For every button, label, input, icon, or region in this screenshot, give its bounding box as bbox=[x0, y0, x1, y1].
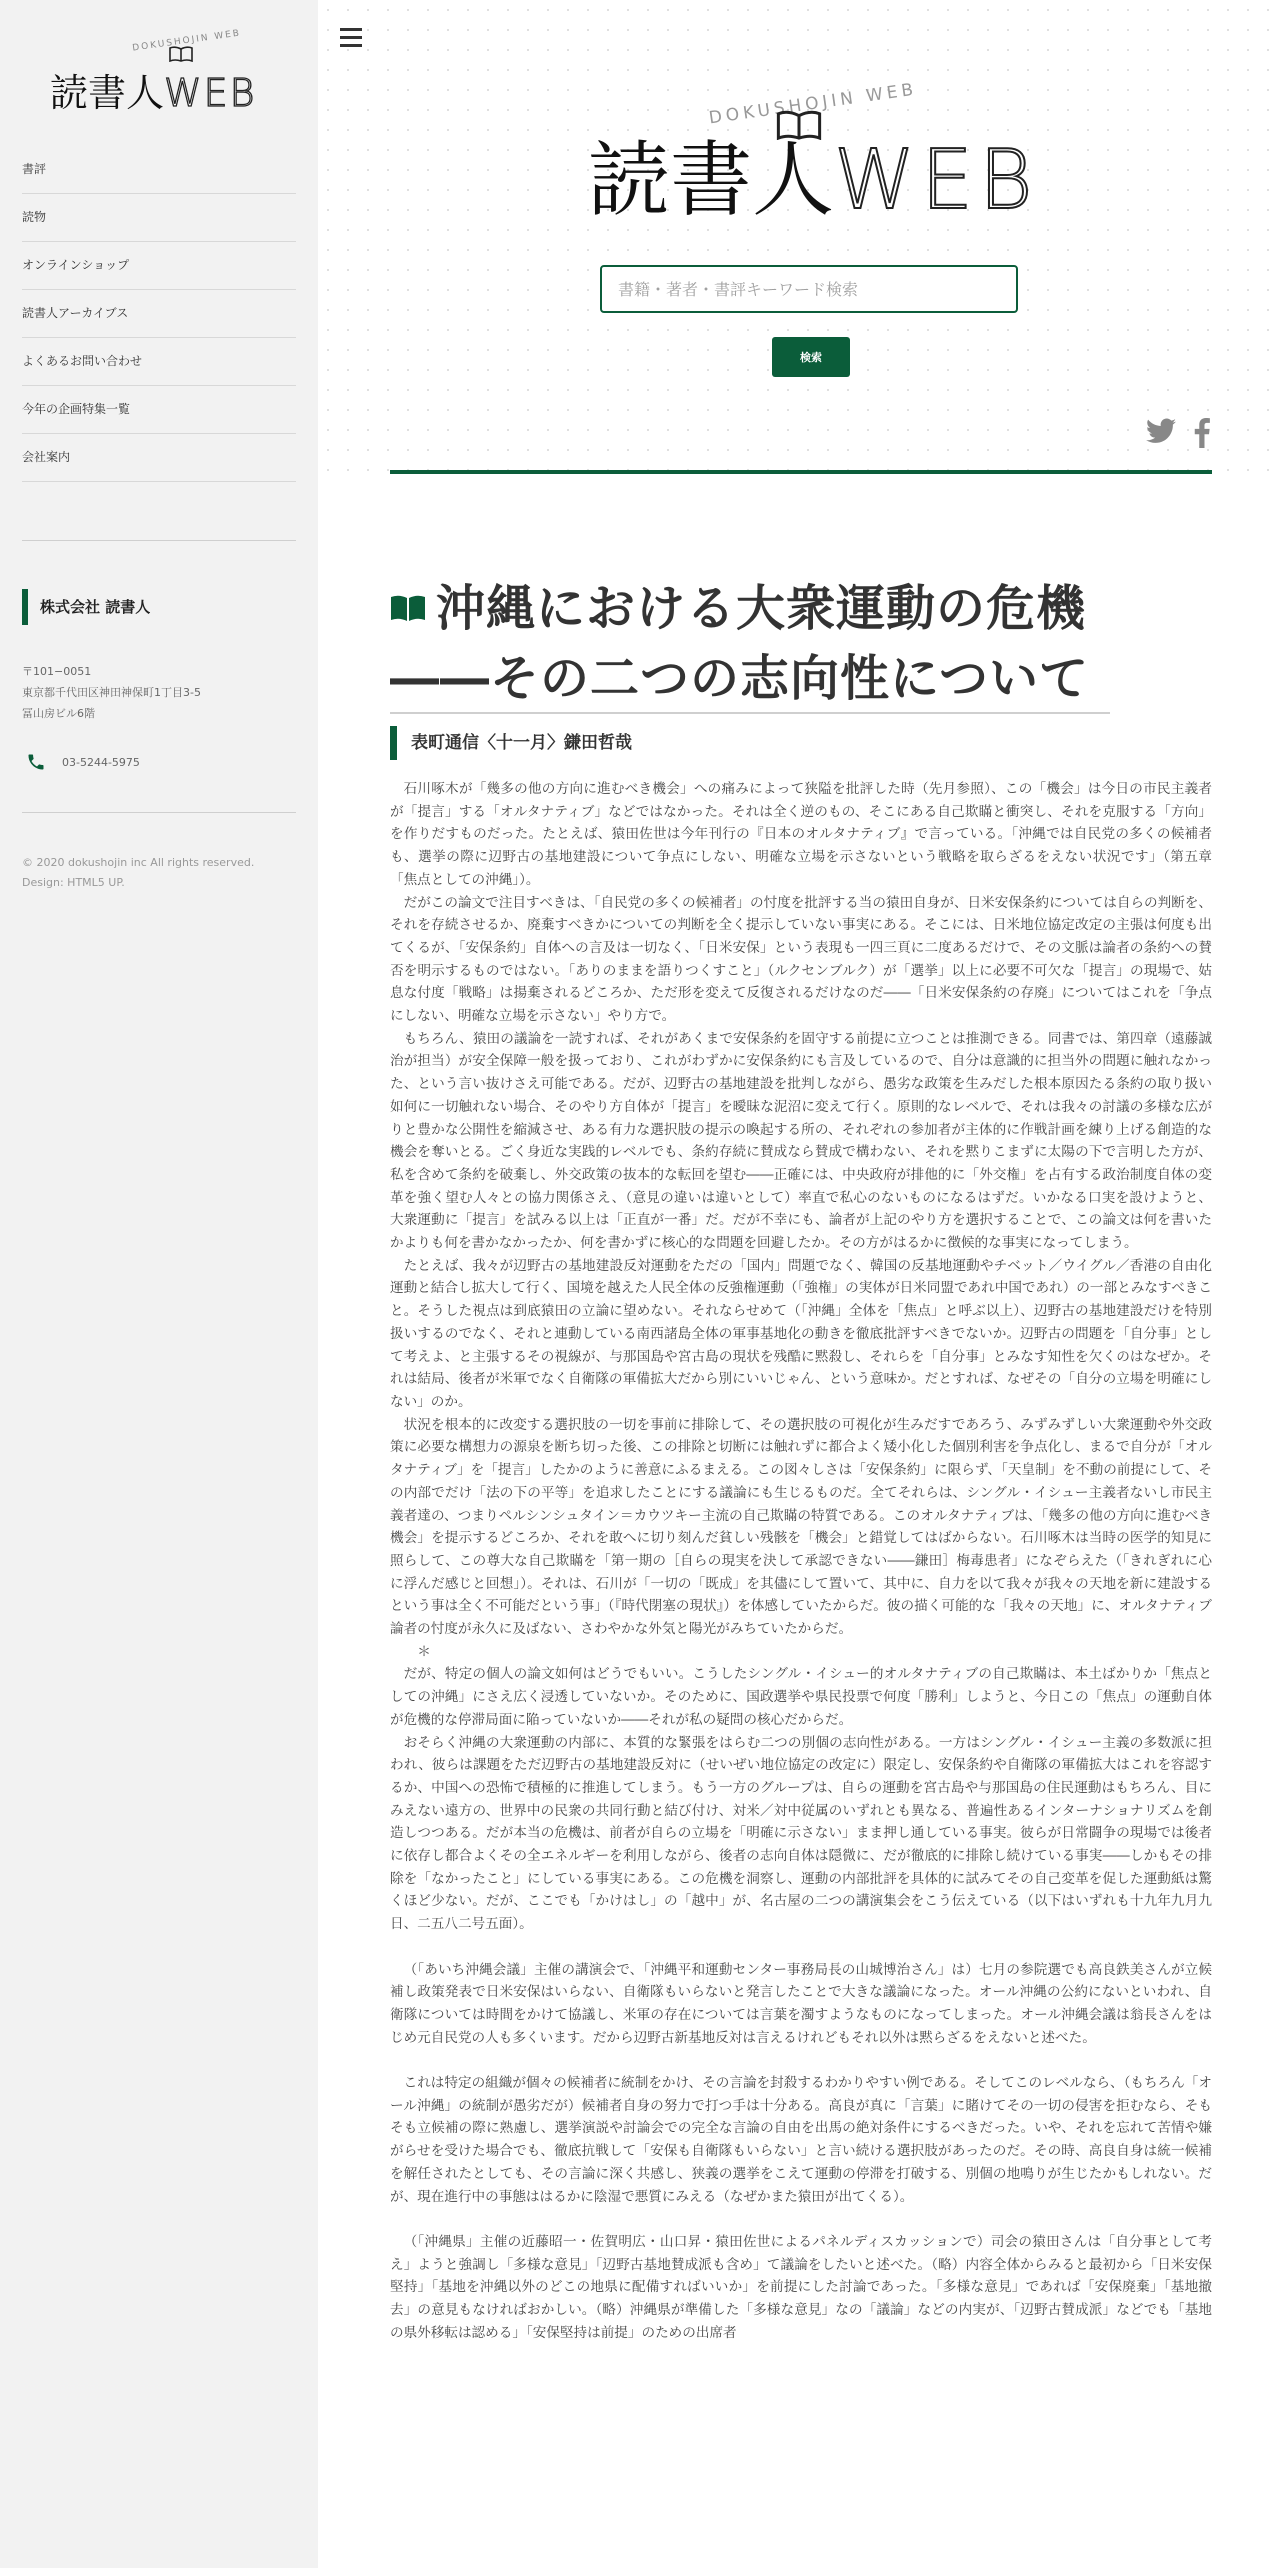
article-paragraph: だが、特定の個人の論文如何はどうでもいい。こうしたシングル・イシュー的オルタナティブの自己欺瞞は、本土ばかりか「焦点としての沖縄」にさえ広く浸透していないか。そのために、国政選挙や県民投票で何度「勝利」しようと、今日この「焦点」の運動自体が危機的な停滞局面に陥っていないか――それが私の疑問の核心だからだ。 bbox=[390, 1666, 1212, 1728]
quoted-paragraph: （「あいち沖縄会議」主催の講演会で、「沖縄平和運動センター事務局長の山城博治さん」は）七月の参院選でも高良鉄美さんが立候補し政策発表で日米安保はいらない、自衛隊もいらないと発言したことで大きな議論になった。オール沖縄の公約にないといわれ、自衛隊については時間をかけて協議し、米軍の存在については言葉を濁すようなものになってしまった。オール沖縄会議は翁長さんをはじめ元自民党の人も多くいます。だから辺野古新基地反対は言えるけれどもそれ以外は黙らざるをえないと述べた。 bbox=[390, 1961, 1212, 2046]
book-icon bbox=[169, 46, 193, 62]
sidebar-logo[interactable] bbox=[22, 0, 296, 140]
article-paragraph: これは特定の組織が個々の候補者に統制をかけ、その言論を封殺するわかりやすい例である。そしてこのレベルなら、（もちろん「オール沖縄」の統制が愚劣だが）候補者自身の努力で打つ手は十分ある。高良が真に「言葉」に賭けてその一切の侵害を拒むなら、そもそも立候補の際に熟慮し、選挙演説や討論会での完全な言論の自由を出馬の絶対条件にするべきだった。いや、それを忘れて苦情や嫌がらせを受けた場合でも、徹底抗戦して「安保も自衛隊もいらない」と言い続ける選択肢があったのだ。その時、高良自身は統一候補を解任されたとしても、その言論に深く共感し、狭義の選挙をこえて運動の停滞を打破する、別個の地鳴りが生じたかもしれない。だが、現在進行中の事態ははるかに陰湿で悪質にみえる（なぜかまた猿田が出てくる）。 bbox=[390, 2075, 1212, 2205]
search-button[interactable]: 検索 bbox=[772, 337, 850, 377]
company-address bbox=[22, 661, 296, 724]
title-text-1: 沖縄における大衆運動の危機 bbox=[436, 580, 1087, 637]
sidebar-divider bbox=[22, 540, 296, 541]
sidebar-item-readings[interactable]: 読物 bbox=[22, 194, 296, 242]
header-divider bbox=[390, 470, 1212, 474]
sidebar-logo-web: WEB bbox=[164, 71, 257, 115]
article-paragraph: 状況を根本的に改変する選択肢の一切を事前に排除して、その選択肢の可視化が生みだすであろう、みずみずしい大衆運動や外交政策に必要な構想力の源泉を断ち切った後、この排除と切断には触れずに都合よく矮小化した個別利害を争点化し、まるで自分が「オルタナティブ」を「提言」したかのように善意にふるまえる。この図々しさは「安保条約」に限らず、「天皇制」を不動の前提にして、その内部でだけ「法の下の平等」を追求したことにする議論にも生じるものだ。全てそれらは、シングル・イシュー主義者ないし市民主義者達の、つまりペルシンシュタイン＝カウツキー主流の自己欺瞞の特質である。このオルタナティブは、「幾多の他の方向に進むべき機会」を提示するどころか、それを敢へに切り刻んだ貧しい残骸を「機会」と錯覚してはばからない。石川啄木は当時の医学的知見に照らして、この尊大な自己欺瞞を「第一期の［自らの現実を決して承認できない――鎌田］梅毒患者」になぞらえた（「きれぎれに心に浮んだ感じと回想」）。それは、石川が「一切の「既成」を其儘にして置いて、其中に、自力を以て我々が我々の天地を新に建設するという事は全く不可能だという事」（『時代閉塞の現状』）を体感していたからだ。彼の描く可能的な「我々の天地」に、オルタナティブ論者の忖度が永久に及ばない、さわやかな外気と陽光がみちていたからだ。 bbox=[390, 1416, 1212, 1638]
facebook-icon[interactable] bbox=[1194, 418, 1210, 448]
twitter-icon[interactable] bbox=[1146, 418, 1176, 444]
design-credit[interactable]: Design: HTML5 UP. bbox=[22, 876, 125, 889]
sidebar-item-reviews[interactable]: 書評 bbox=[22, 146, 296, 194]
article-paragraph: 石川啄木が「幾多の他の方向に進むべき機会」への痛みによって狭隘を批評した時（先月参照）、この「機会」は今日の市民主義者が「提言」する「オルタナティブ」などではなかった。それは全く逆のもの、そこにある自己欺瞞と衝突し、それを克服する「方向」を作りだすものだった。たとえば、猿田佐世は今年刊行の『日本のオルタナティブ』で言っている。「沖縄では自民党の多くの候補者も、選挙の際に辺野古の基地建設について争点にしない、明確な立場を示さないという戦略を取らざるをえない状況です」（第五章「焦点としての沖縄」）。 bbox=[390, 781, 1212, 888]
site-logo-arc: DOKUSHOJIN WEB bbox=[707, 79, 919, 129]
site-logo-web: WEB bbox=[834, 133, 1039, 228]
sidebar-item-online-shop[interactable]: オンラインショップ bbox=[22, 242, 296, 290]
section-heading: 表町通信〈十一月〉鎌田哲哉 bbox=[390, 726, 632, 760]
sidebar-item-features[interactable]: 今年の企画特集一覧 bbox=[22, 386, 296, 434]
address-postal: 〒101−0051 bbox=[22, 665, 92, 678]
article-paragraph: たとえば、我々が辺野古の基地建設反対運動をただの「国内」問題でなく、韓国の反基地運動やチベット／ウイグル／香港の自由化運動と結合し拡大して行く、国境を越えた人民全体の反強権運動（「強権」の実体が日米同盟であれ中国であれ）の一部とみなすべきこと。そうした視点は到底猿田の立論に望めない。それならせめて（「沖縄」全体を「焦点」と呼ぶ以上）、辺野古の基地建設だけを特別扱いするのでなく、それと連動している南西諸島全体の軍事基地化の動きを徹底批評すべきでないか。辺野古の問題を「自分事」として考えよ、と主張するその視線が、与那国島や宮古島の現状を残酷に黙殺し、それらを「自分事」とみなす知性を欠くのはなぜか。それは結局、後者が米軍でなく自衛隊の軍備拡大だから別にいいじゃん、という意味か。だとすれば、なぜその「自分の立場を明確にしない」のか。 bbox=[390, 1257, 1212, 1410]
sidebar-nav bbox=[22, 146, 296, 482]
article-paragraph: もちろん、猿田の議論を一読すれば、それがあくまで安保条約を固守する前提に立つことは推測できる。同書では、第四章（遠藤誠治が担当）が安全保障一般を扱っており、これがわずかに安保条約にも言及しているので、自分は意識的に担当外の問題に触れなかった、という言い抜けさえ可能である。だが、辺野古の基地建設を批判しながら、愚劣な政策を生みだした根本原因たる条約の取り扱い如何に一切触れない場合、そのやり方自体が「提言」を曖昧な泥沼に変えて行く。原則的なレベルで、それは我々の討議の多様な広がりと豊かな公開性を縮減させ、ある有力な選択肢の提示の喚起する所の、それぞれの参加者が主体的に作戦計画を練り上げる創造的な機会を奪いとる。ごく身近な実践的レベルでも、条約存続に賛成なら賛成で構わない、それを黙りこまずに太陽の下で言明した方が、私を含めて条約を破棄し、外交政策の抜本的な転回を望む――正確には、中央政府が排他的に「外交権」を占有する政治制度自体の変革を強く望む人々との協力関係さえ、（意見の違いは違いとして）率直で私心のないものになるはずだ。いかなる口実を設けようと、大衆運動に「提言」を試みる以上は「正直が一番」だ。だが不幸にも、論者が上記のやり方を選択することで、この論文は何を書いたかよりも何を書かなかったか、何を書かずに核心的な問題を回避したか。その方がはるかに徴候的な事実になってしまう。 bbox=[390, 1030, 1212, 1252]
sidebar-divider-bottom bbox=[22, 812, 296, 813]
sidebar-item-faq[interactable]: よくあるお問い合わせ bbox=[22, 338, 296, 386]
article-body bbox=[390, 778, 1212, 2367]
site-logo-wordmark bbox=[588, 133, 1039, 228]
title-underline bbox=[390, 712, 1110, 714]
title-line-2: ――その二つの志向性について bbox=[390, 650, 1090, 707]
menu-icon[interactable] bbox=[340, 28, 362, 52]
section-break: ＊ bbox=[417, 1643, 431, 1660]
quoted-paragraph: （「沖縄県」主催の近藤昭一・佐賀明広・山口昇・猿田佐世によるパネルディスカッションで）司会の猿田さんは「自分事として考え」ようと強調し「多様な意見」「辺野古基地賛成派も含め」て議論をしたいと述べた。（略）内容全体からみると最初から「日米安保堅持」「基地を沖縄以外のどこの地県に配備すればいいか」を前提にした討論であった。「多様な意見」であれば「安保廃棄」「基地撤去」の意見もなければおかしい。（略）沖縄県が準備した「多様な意見」なの「議論」などの内実が、「辺野古賛成派」などでも「基地の県外移転は認める」「安保堅持は前提」のための出席者 bbox=[390, 2233, 1212, 2341]
phone-icon bbox=[26, 752, 46, 772]
company-phone bbox=[22, 752, 296, 772]
company-title: 株式会社 読書人 bbox=[22, 589, 296, 625]
sidebar-logo-main: 読書人 bbox=[50, 71, 165, 115]
copyright bbox=[22, 853, 296, 893]
article-paragraph: おそらく沖縄の大衆運動の内部に、本質的な緊張をはらむ二つの別個の志向性がある。一方はシングル・イシュー主義の多数派に担われ、彼らは課題をただ辺野古の基地建設反対に（せいぜい地位協定の改定に）限定し、安保条約や自衛隊の軍備拡大はこれを容認するか、中国への恐怖で積極的に推進してしまう。もう一方のグループは、自らの運動を宮古島や与那国島の住民運動はもちろん、目にみえない遠方の、世界中の民衆の共同行動と結び付け、対米／対中従属のいずれとも異なる、普遍性あるインターナショナリズムを創造しつつある。だが本当の危機は、前者が自らの立場を「明確に示さない」まま押し通している事実。彼らが日常闘争の現場では後者に依存し都合よくその全エネルギーを利用しながら、後者の志向自体は隠微に、だが徹底的に排除し続けている事実――しかもその排除を「なかったこと」にしている事実にある。この危機を洞察し、運動の内部批評を具体的に試みてその自己変革を促した運動紙は驚くほど少ない。だが、ここでも「かけはし」の「越中」が、名古屋の二つの講演集会をこう伝えている（以下はいずれも十九年九月九日、二五八二号五面）。 bbox=[390, 1734, 1212, 1933]
sidebar-logo-wordmark bbox=[50, 62, 256, 117]
phone-number[interactable]: 03-5244-5975 bbox=[62, 755, 140, 769]
title-line-1 bbox=[390, 574, 1212, 644]
article-title bbox=[390, 574, 1212, 714]
main-content bbox=[318, 0, 1284, 2568]
copyright-text: © 2020 dokushojin inc All rights reserved. bbox=[22, 856, 255, 869]
address-street: 東京都千代田区神田神保町1丁目3-5 bbox=[22, 686, 201, 699]
sidebar-logo-arc: DOKUSHOJIN WEB bbox=[131, 28, 242, 54]
sidebar bbox=[0, 0, 318, 2568]
sidebar-item-company[interactable]: 会社案内 bbox=[22, 434, 296, 482]
article-paragraph: だがこの論文で注目すべきは、「自民党の多くの候補者」の忖度を批評する当の猿田自身が、日米安保条約については自らの判断を、それを存続させるか、廃棄すべきかについての判断を全く提示していない事実にある。そこには、日米地位協定改定の主張は何度も出てくるが、「安保条約」自体への言及は一切なく、「日米安保」という表現も一四三頁に二度あるだけで、その文脈は論者の条約への賛否を明示するものではない。「ありのままを語りつくすこと」（ルクセンブルク）が「選挙」以上に必要不可欠な「提言」の現場で、姑息な付度「戦略」は揚棄されるどころか、ただ形を変えて反復されるだけなのだ――「日米安保条約の存廃」についてはこれを「争点にしない、明確な立場を示さない」やり方で。 bbox=[390, 894, 1212, 1025]
site-header bbox=[318, 0, 1284, 480]
open-book-icon bbox=[390, 594, 426, 622]
address-building: 冨山房ビル6階 bbox=[22, 707, 95, 720]
site-logo-main: 読書人 bbox=[588, 133, 835, 228]
sidebar-item-archives[interactable]: 読書人アーカイブス bbox=[22, 290, 296, 338]
site-logo[interactable] bbox=[588, 79, 1039, 230]
search-input[interactable] bbox=[600, 265, 1018, 313]
